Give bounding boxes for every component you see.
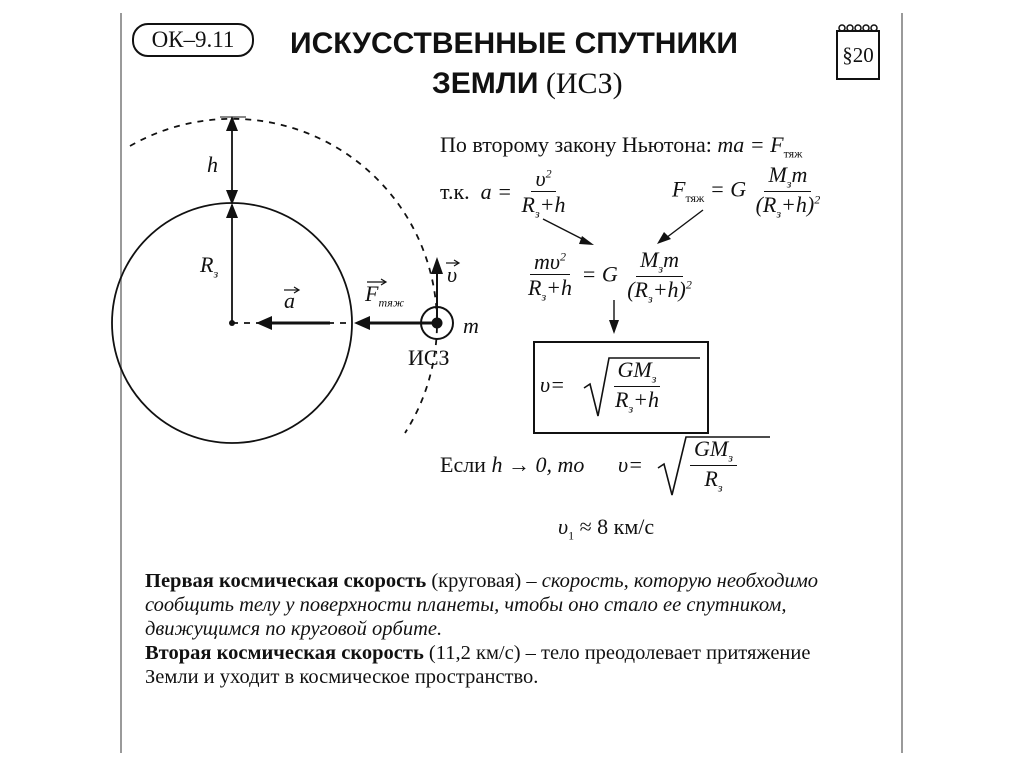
GM-symbol: GM xyxy=(694,436,729,461)
title-line-1: ИСКУССТВЕННЫЕ СПУТНИКИ xyxy=(290,27,738,60)
R-close: +h) xyxy=(652,277,686,303)
first-cosmic-term: Первая космическая скорость xyxy=(145,570,427,592)
first-cosmic-desc: скорость, которую необходимо сообщить телу у поверхности планеты, чтобы оно стало ее спутником, движущимся по круговой орбите. xyxy=(145,570,819,640)
limit-v-equals: υ= xyxy=(618,452,643,477)
second-cosmic-term: Вторая космическая скорость xyxy=(145,642,424,664)
fraction-GM-over-Rh xyxy=(611,357,663,416)
a-equals: a = xyxy=(480,178,513,204)
satellite-inner xyxy=(432,318,443,329)
plus-h: +h xyxy=(546,275,572,301)
label-m: m xyxy=(463,313,479,338)
acceleration-formula xyxy=(440,166,570,221)
acceleration-arrowhead xyxy=(256,316,272,330)
newton-equation: ma = F xyxy=(717,132,784,157)
h-to-zero: h → 0, то xyxy=(491,452,585,477)
M-symbol: M xyxy=(768,162,787,187)
newton-text: По второму закону Ньютона: xyxy=(440,132,712,157)
frac-den: $(R_з+h)^2$ xyxy=(627,277,692,306)
frac-num: $m\upsilon^2$ xyxy=(530,249,570,275)
result-v-equals: υ= xyxy=(540,372,565,397)
F-lhs: F xyxy=(672,176,686,202)
result-fraction xyxy=(611,357,663,416)
frac-num: $GM_з$ xyxy=(690,436,737,466)
topic-code-badge: ОК–9.11 xyxy=(132,23,254,57)
velocity-arrowhead xyxy=(431,257,443,274)
arrow-down-head xyxy=(609,320,619,334)
equals-G: = G xyxy=(709,176,747,202)
newton-law-line xyxy=(440,132,802,161)
v1-value: ≈ 8 км/с xyxy=(579,514,655,539)
equals-G: = G xyxy=(581,261,618,287)
limit-text xyxy=(440,452,584,478)
v1-sub: 1 xyxy=(568,528,575,543)
frac-num: $M_зm$ xyxy=(636,247,683,277)
label-R3 xyxy=(200,252,218,281)
label-satellite: ИСЗ xyxy=(408,345,450,370)
fraction-Mm-over-Rh2 xyxy=(623,247,696,306)
arrow-right-to-middle-head xyxy=(657,232,671,244)
arrow-left-to-middle-head xyxy=(579,236,594,245)
v1-symbol: υ xyxy=(558,514,569,539)
fraction-Mm-over-Rh2 xyxy=(752,162,825,221)
section-number-badge: §20 xyxy=(836,30,880,80)
frac-num: $M_зm$ xyxy=(764,162,811,192)
title-line-2-bold: ЗЕМЛИ xyxy=(432,67,539,100)
m-symbol: m xyxy=(663,247,679,272)
fraction-GM-over-R xyxy=(690,436,737,495)
definitions-text xyxy=(145,569,845,689)
frac-num: $GM_з$ xyxy=(614,357,661,387)
fraction-mv2-over-Rh xyxy=(524,249,576,304)
mv-symbol: mυ xyxy=(534,248,560,274)
tk-label: т.к. xyxy=(440,178,470,204)
v-symbol: υ xyxy=(535,166,546,191)
R-symbol: R xyxy=(521,192,535,218)
title-line-2-plain: (ИСЗ) xyxy=(545,67,623,100)
label-R3-sub: з xyxy=(213,266,219,281)
gravity-force-arrowhead xyxy=(354,316,370,330)
label-F xyxy=(365,281,404,310)
R-open: (R xyxy=(755,192,777,218)
equated-formula xyxy=(524,247,696,306)
label-F-sub: тяж xyxy=(378,295,405,310)
R-symbol: R xyxy=(704,466,718,492)
R-open: (R xyxy=(627,277,648,303)
second-cosmic-desc: (11,2 км/с) – тело преодолевает притяжение Земли и уходит в космическое пространство. xyxy=(145,642,811,688)
R-symbol: R xyxy=(528,275,542,301)
frac-den: $R_з+h$ xyxy=(521,192,566,221)
m-symbol: m xyxy=(791,162,808,187)
first-cosmic-paren: (круговая) – xyxy=(426,570,542,592)
plus-h: +h xyxy=(633,387,659,413)
frac-num: $\upsilon^2$ xyxy=(531,166,555,192)
plus-h: +h xyxy=(539,192,566,218)
limit-fraction xyxy=(690,436,737,495)
frac-den: $R_з$ xyxy=(704,466,723,495)
orbit-arc xyxy=(130,119,437,433)
R-close: +h) xyxy=(781,192,815,218)
first-cosmic-definition xyxy=(145,569,845,641)
M-symbol: M xyxy=(640,247,659,272)
F-lhs-sub: тяж xyxy=(685,191,705,206)
label-F-main: F xyxy=(365,281,379,306)
second-cosmic-definition xyxy=(145,641,845,689)
radius-arrowhead xyxy=(226,203,238,218)
label-R3-main: R xyxy=(200,252,214,277)
GM-symbol: GM xyxy=(617,357,652,382)
label-v: υ xyxy=(447,262,458,287)
frac-den: $(R_з+h)^2$ xyxy=(755,192,821,221)
fraction-v2-over-R xyxy=(518,166,570,221)
frac-den: $R_з+h$ xyxy=(615,387,659,416)
gravity-formula xyxy=(672,162,824,221)
label-h: h xyxy=(207,152,218,177)
frac-den: $R_з+h$ xyxy=(528,275,572,304)
label-a: a xyxy=(284,288,295,313)
newton-sub: тяж xyxy=(783,146,803,161)
first-cosmic-value xyxy=(558,514,654,543)
if-text: Если xyxy=(440,452,486,477)
R-symbol: R xyxy=(615,387,629,413)
